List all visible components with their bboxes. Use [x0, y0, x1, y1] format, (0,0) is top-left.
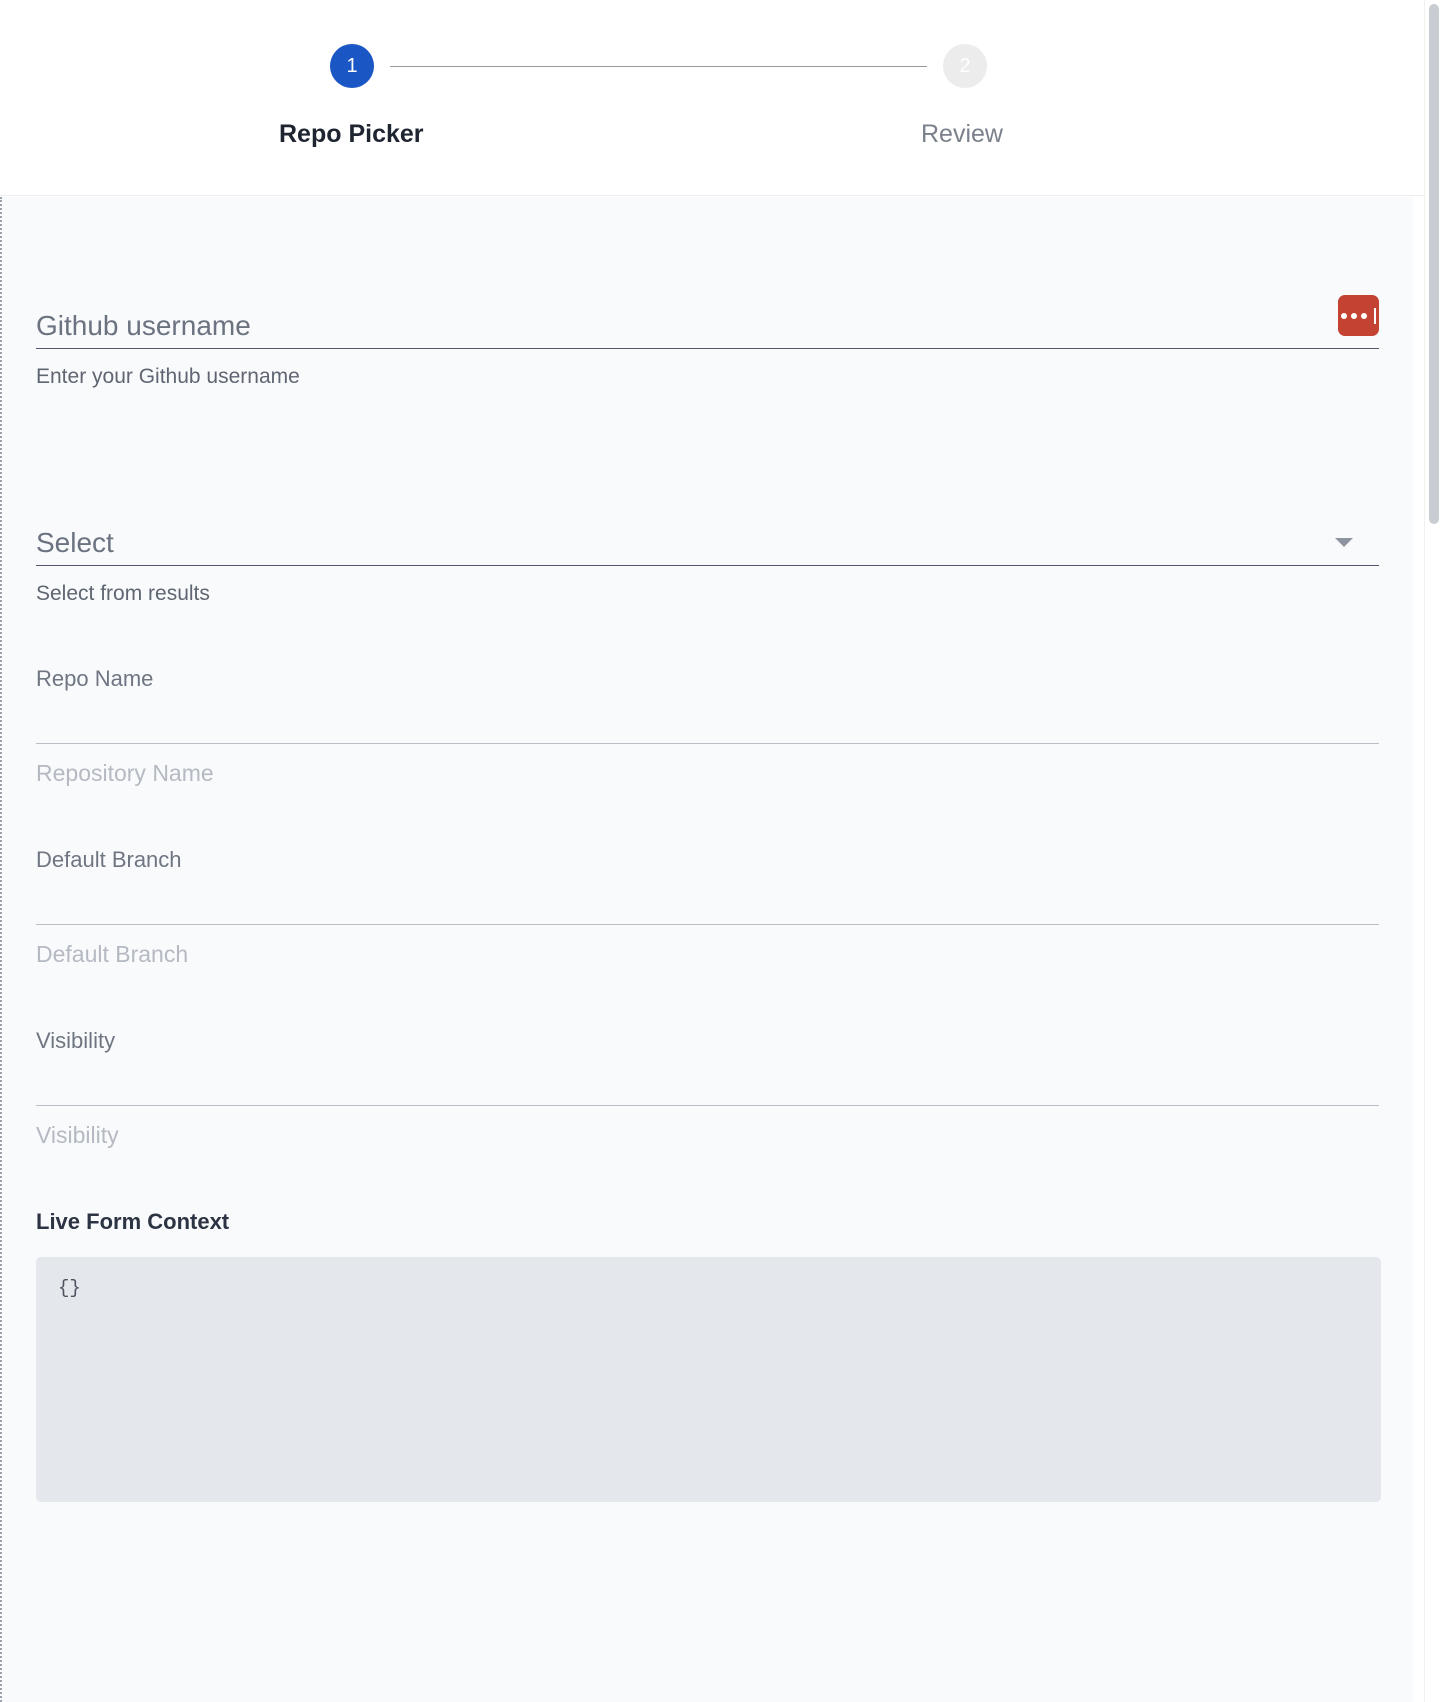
repo-name-placeholder: Repository Name	[36, 760, 214, 786]
step-label-repo-picker[interactable]: Repo Picker	[279, 120, 424, 148]
step-circle-1[interactable]	[330, 44, 374, 88]
visibility-label: Visibility	[36, 1028, 116, 1053]
visibility-input[interactable]	[36, 1054, 1379, 1106]
stepper-header	[0, 0, 1442, 196]
github-username-label: Github username	[36, 310, 251, 341]
form-body	[0, 197, 1413, 1702]
step-number-1: 1	[346, 55, 358, 77]
github-username-field-block	[36, 287, 1379, 389]
github-username-helper: Enter your Github username	[36, 365, 300, 388]
github-username-input[interactable]	[36, 287, 1379, 349]
default-branch-label: Default Branch	[36, 847, 182, 872]
step-circle-2[interactable]	[943, 44, 987, 88]
repo-name-label: Repo Name	[36, 666, 154, 691]
chevron-down-icon[interactable]	[1335, 538, 1353, 547]
live-form-context-block	[36, 1209, 1379, 1502]
select-label: Select	[36, 527, 114, 558]
default-branch-field-block	[36, 847, 1379, 968]
visibility-placeholder: Visibility	[36, 1122, 119, 1148]
step-connector	[390, 66, 927, 67]
page-scrollbar[interactable]	[1424, 0, 1442, 1702]
page-scrollbar-thumb[interactable]	[1429, 4, 1439, 524]
repo-name-field-block	[36, 666, 1379, 787]
live-form-context-code: {}	[36, 1257, 1381, 1502]
visibility-field-block	[36, 1028, 1379, 1149]
default-branch-placeholder: Default Branch	[36, 941, 189, 967]
live-form-context-title: Live Form Context	[36, 1209, 230, 1234]
default-branch-input[interactable]	[36, 873, 1379, 925]
step-label-review[interactable]: Review	[921, 120, 1003, 148]
avatar-placeholder-icon[interactable]	[1338, 295, 1379, 336]
step-number-2: 2	[959, 55, 971, 77]
stepper-row	[0, 44, 1442, 88]
select-dropdown[interactable]	[36, 504, 1379, 566]
repo-name-input[interactable]	[36, 692, 1379, 744]
select-helper: Select from results	[36, 582, 210, 605]
select-field-block	[36, 504, 1379, 606]
avatar-dots	[1341, 308, 1376, 324]
